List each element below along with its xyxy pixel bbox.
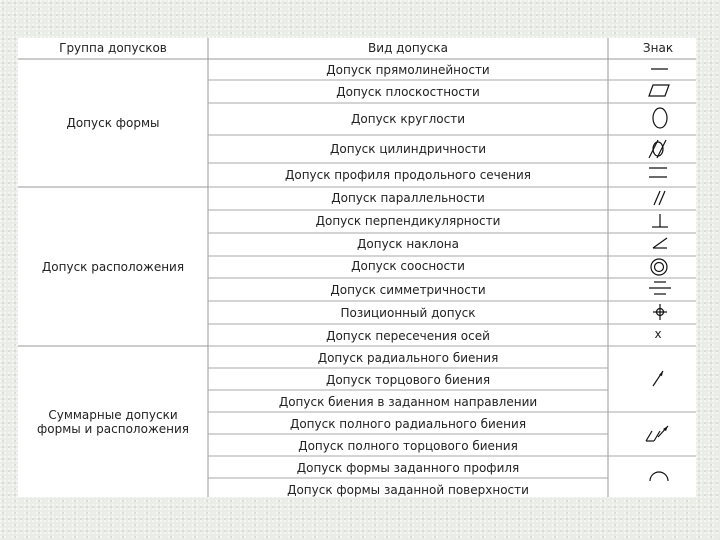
perpendicularity-icon (651, 213, 669, 229)
row-coaxiality: Допуск соосности (351, 259, 465, 273)
row-total-axial-runout: Допуск полного торцового биения (298, 439, 518, 453)
axis-intersection-icon: x (654, 327, 662, 341)
header-group: Группа допусков (59, 41, 167, 55)
group-form: Допуск формы (66, 116, 160, 130)
row-line-profile: Допуск формы заданного профиля (296, 461, 520, 475)
header-type: Вид допуска (368, 41, 448, 55)
row-symmetry: Допуск симметричности (330, 283, 486, 297)
row-perpendicularity: Допуск перпендикулярности (315, 214, 501, 228)
row-surface-profile: Допуск формы заданной поверхности (287, 483, 529, 497)
position-icon (652, 303, 668, 321)
row-axis-intersection: Допуск пересечения осей (326, 329, 490, 343)
row-cylindricity: Допуск цилиндричности (330, 142, 486, 156)
group-summary: Суммарные допуски формы и расположения (37, 408, 189, 436)
coaxiality-icon (648, 256, 670, 278)
row-roundness: Допуск круглости (351, 112, 465, 126)
flatness-icon (648, 83, 672, 99)
row-straightness: Допуск прямолинейности (326, 63, 490, 77)
symmetry-icon (648, 280, 672, 296)
header-sign: Знак (642, 41, 674, 55)
row-parallelism: Допуск параллельности (331, 191, 485, 205)
cylindricity-icon (646, 138, 672, 160)
straightness-icon (650, 66, 670, 76)
row-profile-section: Допуск профиля продольного сечения (284, 168, 532, 182)
row-angularity: Допуск наклона (357, 237, 459, 251)
row-flatness: Допуск плоскостности (336, 85, 480, 99)
profile-arc-icon (648, 468, 670, 482)
total-runout-icon (644, 423, 674, 443)
roundness-icon (650, 105, 670, 131)
row-position: Позиционный допуск (340, 306, 476, 320)
tolerance-table (18, 38, 696, 497)
angularity-icon (651, 236, 669, 250)
runout-icon (650, 368, 670, 388)
parallelism-icon (652, 190, 668, 206)
row-total-radial-runout: Допуск полного радиального биения (289, 417, 527, 431)
row-radial-runout: Допуск радиального биения (317, 351, 499, 365)
row-axial-runout: Допуск торцового биения (325, 373, 491, 387)
group-position: Допуск расположения (41, 260, 185, 274)
profile-section-icon (648, 165, 670, 181)
row-directional-runout: Допуск биения в заданном направлении (278, 395, 538, 409)
